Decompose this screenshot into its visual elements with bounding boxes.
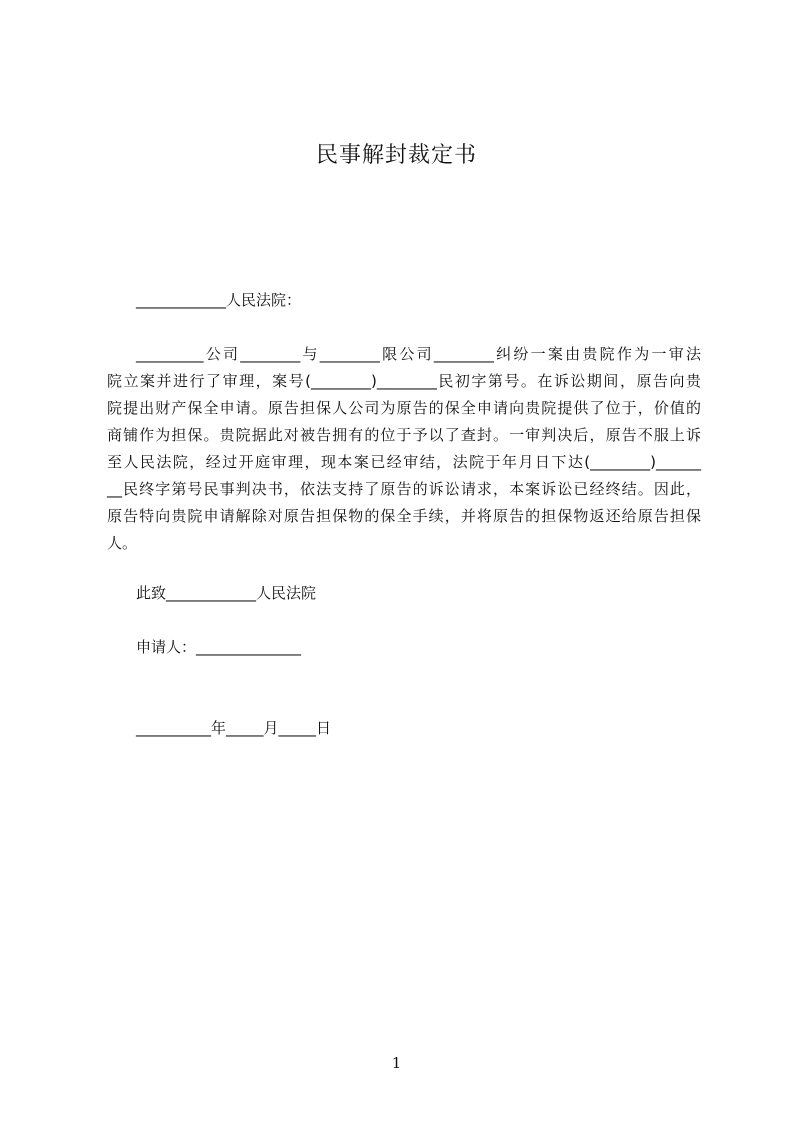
date-line: __________年_____月_____日	[136, 719, 332, 737]
body-line: 人。	[107, 534, 138, 552]
body-line: 院立案并进行了审理，案号(________)________民初字第号。在诉讼期间，原告向贵	[107, 372, 701, 390]
body-line: 院提出财产保全申请。原告担保人公司为原告的保全申请向贵院提供了位于，价值的	[107, 399, 701, 417]
document-title: 民事解封裁定书	[315, 143, 477, 168]
body-paragraph	[107, 341, 701, 557]
body-line: 商铺作为担保。贵院据此对被告拥有的位于予以了查封。一审判决后，原告不服上诉	[107, 426, 701, 444]
closing-line: 此致____________人民法院	[136, 584, 317, 602]
addressee-line: ____________人民法院：	[136, 291, 302, 309]
page-number: 1	[391, 1054, 402, 1072]
body-line: __民终字第号民事判决书，依法支持了原告的诉讼请求，本案诉讼已经终结。因此，	[107, 480, 701, 498]
body-line: 原告特向贵院申请解除对原告担保物的保全手续，并将原告的担保物返还给原告担保	[107, 507, 701, 525]
body-line: _________公司________与________限公司________纠纷一案由贵院作为一审法	[136, 345, 701, 363]
applicant-line: 申请人：______________	[136, 638, 302, 656]
body-line: 至人民法院，经过开庭审理，现本案已经审结，法院于年月日下达(________)______	[107, 453, 701, 471]
